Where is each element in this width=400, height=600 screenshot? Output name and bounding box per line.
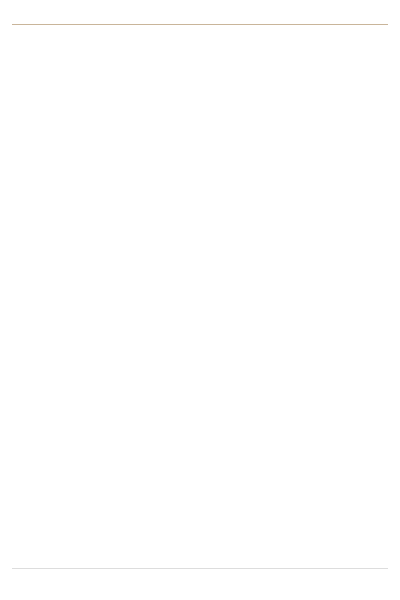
section-heading	[205, 183, 388, 193]
paragraph	[12, 238, 195, 268]
paragraph	[205, 194, 388, 224]
paragraph	[205, 282, 388, 312]
paragraph	[205, 238, 388, 268]
reference-item	[12, 579, 388, 587]
author-name	[12, 80, 388, 92]
title-block	[12, 38, 388, 104]
section-heading	[205, 227, 388, 237]
section-heading	[12, 183, 195, 193]
right-column	[205, 180, 388, 565]
section-heading	[12, 227, 195, 237]
body-columns	[12, 180, 388, 565]
section-heading	[205, 271, 388, 281]
paragraph	[12, 282, 195, 312]
author-affiliation	[12, 92, 388, 104]
article-title	[12, 38, 388, 80]
page-header	[12, 10, 388, 25]
references	[12, 568, 388, 587]
section-heading	[12, 271, 195, 281]
reference-item	[12, 571, 388, 579]
left-column	[12, 180, 195, 565]
paragraph	[12, 194, 195, 224]
